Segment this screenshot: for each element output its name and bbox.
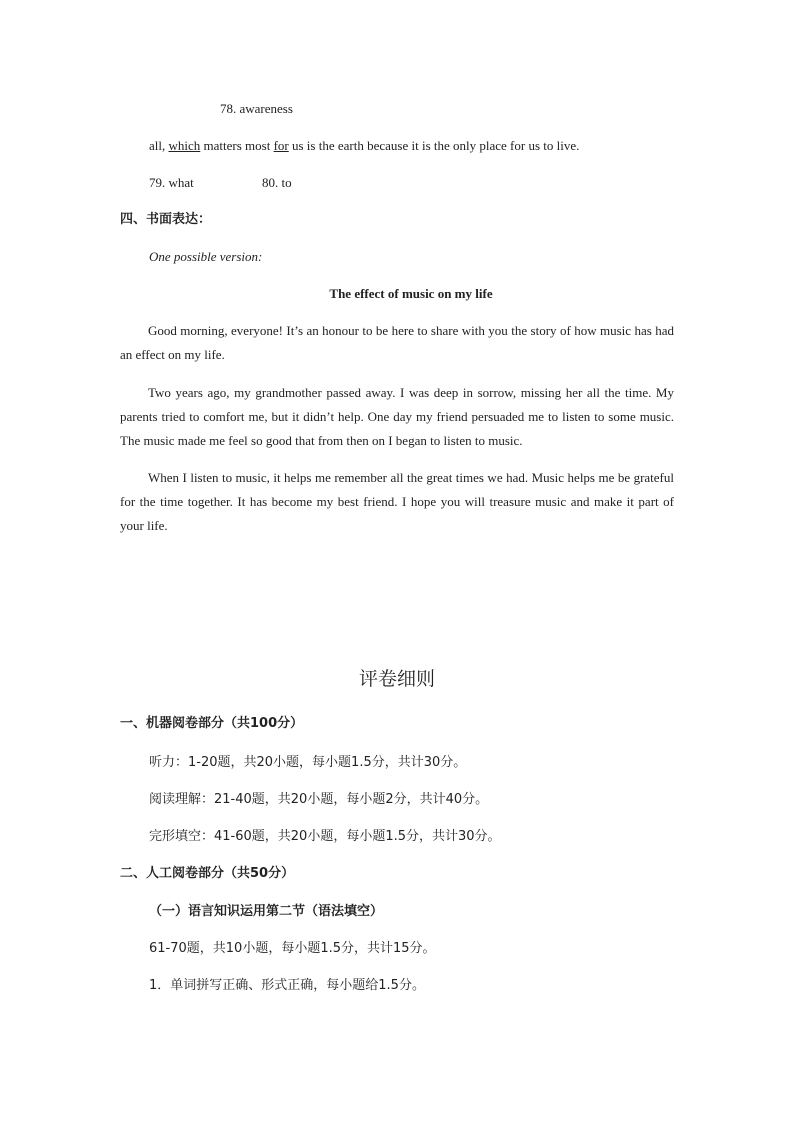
essay-title: The effect of music on my life bbox=[329, 286, 493, 301]
sentence-post: us is the earth because it is the only place for us to live. bbox=[288, 138, 580, 153]
essay-paragraph-1: Good morning, everyone! It’s an honour to be here to share with you the story of how music has had an effect on my life. bbox=[120, 323, 674, 362]
answer-80: 80. to bbox=[262, 175, 292, 190]
essay-paragraph-2: Two years ago, my grandmother passed away. I was deep in sorrow, missing her all the time. My parents tried to comfort me, but it didn’t help. One day my friend persuaded me to listen to some music. The music made me feel so good that from then on I began to listen to music. bbox=[120, 385, 674, 448]
rubric-grammar-line: 61-70题，共10小题，每小题1.5分，共计15分。 bbox=[149, 941, 436, 956]
answer-79: 79. what bbox=[149, 175, 194, 190]
essay-paragraph-3: When I listen to music, it helps me remember all the great times we had. Music helps me be grateful for the time together. It has become my best friend. I hope you will treasure music and make it part of your life. bbox=[120, 470, 674, 533]
rubric-reading-line: 阅读理解：21-40题，共20小题，每小题2分，共计40分。 bbox=[149, 792, 489, 807]
answer-78: 78. awareness bbox=[220, 101, 293, 116]
sentence-pre: all, bbox=[149, 138, 169, 153]
rubric-title: 评卷细则 bbox=[358, 668, 435, 690]
rubric-cloze-line: 完形填空：41-60题，共20小题，每小题1.5分，共计30分。 bbox=[149, 829, 501, 844]
version-label: One possible version: bbox=[149, 249, 263, 264]
rubric-section2-subheading: （一）语言知识运用第二节（语法填空） bbox=[149, 904, 384, 919]
writing-heading: 四、书面表达： bbox=[120, 212, 212, 227]
sentence-for: for bbox=[273, 138, 289, 153]
sentence-mid: matters most bbox=[200, 138, 274, 153]
rubric-section1-heading: 一、机器阅卷部分（共100分） bbox=[120, 716, 304, 731]
rubric-spelling-line: 1．单词拼写正确、形式正确，每小题给1.5分。 bbox=[149, 978, 425, 993]
rubric-section2-heading: 二、人工阅卷部分（共50分） bbox=[120, 866, 295, 881]
answer-sentence bbox=[149, 138, 579, 154]
rubric-listening-line: 听力：1-20题，共20小题，每小题1.5分，共计30分。 bbox=[149, 755, 467, 770]
sentence-which: which bbox=[168, 138, 201, 153]
